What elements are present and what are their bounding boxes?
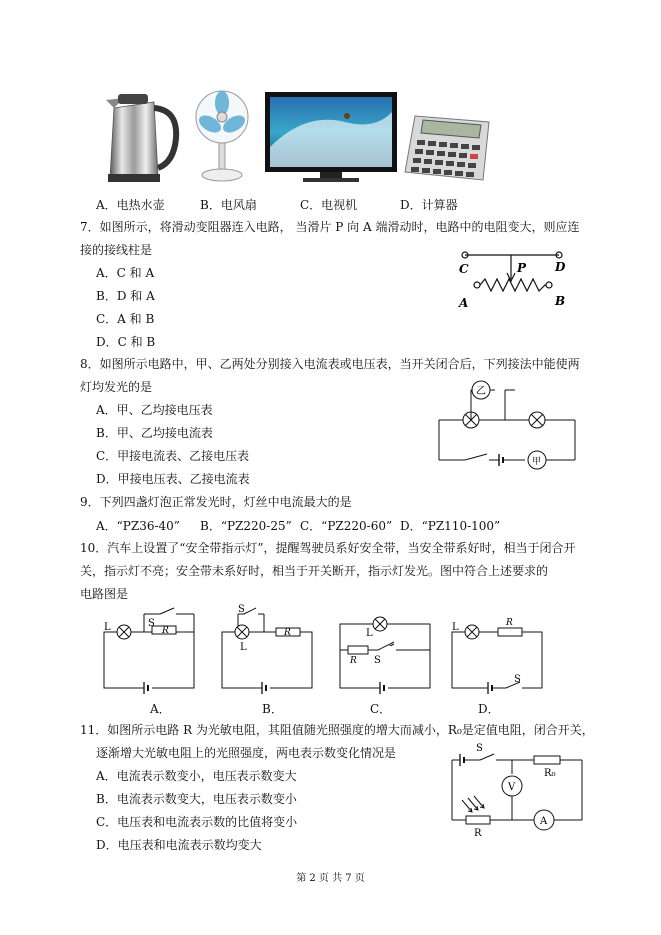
q11-voltmeter-label: V [508,782,516,793]
q10a-label-r: R [162,626,169,636]
q6-option-b: B．电风扇 [200,198,257,212]
q8-stem-line2: 灯均发光的是 [80,380,153,394]
q11-circuit-figure [448,742,586,839]
q10-label-c: C． [370,702,392,716]
q10b-label-r: R [284,628,291,638]
q10-stem-line3: 电路图是 [80,587,129,601]
q10-circuit-a [100,608,200,692]
q9-stem: 9．下列四盏灯泡正常发光时，灯丝中电流最大的是 [80,495,352,509]
q7-stem-line2: 接的接线柱是 [80,243,153,257]
q11-stem-line2: 逐渐增大光敏电阻上的光照强度，两电表示数变化情况是 [96,746,397,760]
q8-meter-jia-label: 甲 [532,457,542,467]
q10-label-a: A． [150,702,171,716]
q10a-label-s: S [148,618,155,629]
q9-option-d: D．“PZ110-100” [400,519,501,533]
q8-option-d: D．甲接电压表、乙接电流表 [96,472,250,486]
q8-stem-line1: 8．如图所示电路中，甲、乙两处分别接入电流表或电压表，当开关闭合后，下列接法中能使两 [80,357,580,371]
q8-meter-yi-label: 乙 [476,386,486,397]
q11-option-c: C．电压表和电流表示数的比值将变小 [96,815,298,829]
q8-circuit-figure [435,378,580,470]
q10d-label-l: L [452,622,459,633]
page-footer: 第 2 页 共 7 页 [296,873,365,884]
q7-option-c: C．A 和 B [96,312,155,326]
q10-label-b: B． [262,702,283,716]
q8-option-a: A．甲、乙均接电压表 [96,403,213,417]
q7-option-d: D．C 和 B [96,335,156,349]
q11-stem-line1: 11．如图所示电路 R 为光敏电阻，其阻值随光照强度的增大而减小，R₀是定值电阻，闭合开关， [80,723,594,737]
kettle-image [104,88,182,184]
q10c-label-l: L [366,628,373,639]
q10-circuit-c [336,608,436,692]
q10a-label-l: L [104,622,111,633]
q7-label-b: B [555,294,566,308]
tv-image [265,92,397,184]
q7-option-a: A．C 和 A [96,266,155,280]
q10-circuit-d [448,608,548,692]
q9-option-a: A．“PZ36-40” [96,519,180,533]
q10-label-d: D． [478,702,500,716]
q9-option-b: B．“PZ220-25” [200,519,292,533]
q10d-label-r: R [506,618,513,628]
q11-option-b: B．电流表示数变大，电压表示数变小 [96,792,297,806]
q10b-label-s: S [238,604,245,615]
q8-option-b: B．甲、乙均接电流表 [96,426,213,440]
q10c-label-r: R [350,656,357,666]
q10b-label-l: L [240,642,247,653]
q6-option-c: C．电视机 [300,198,358,212]
q9-option-c: C．“PZ220-60” [300,519,393,533]
q7-label-c: C [459,262,469,276]
q11-label-r: R [474,828,482,839]
q6-option-a: A．电热水壶 [96,198,165,212]
q7-label-p: P [517,261,527,275]
q7-stem-line1: 7．如图所示，将滑动变阻器连入电路， 当滑片 P 向 A 端滑动时，电路中的电阻变大，则应连 [80,220,580,234]
q11-ammeter-label: A [540,816,548,827]
q7-label-a: A [459,296,469,310]
q7-label-d: D [555,260,566,274]
q11-label-s: S [476,743,483,754]
q10-stem-line2: 关，指示灯不亮；安全带未系好时，相当于开关断开，指示灯发光。图中符合上述要求的 [80,564,549,578]
q8-option-c: C．甲接电流表、乙接电压表 [96,449,250,463]
q11-option-a: A．电流表示数变小，电压表示数变大 [96,769,297,783]
q7-option-b: B．D 和 A [96,289,155,303]
q10-circuit-b [218,604,318,692]
q11-option-d: D．电压表和电流表示数均变大 [96,838,262,852]
q7-rheostat-figure [455,245,575,315]
q11-label-r0: R₀ [544,768,556,779]
fan-image [192,89,252,183]
q10c-label-s: S [374,655,381,666]
calculator-image [403,110,495,182]
q10d-label-s: S [514,674,521,685]
q6-option-d: D．计算器 [400,198,458,212]
q10-stem-line1: 10．汽车上设置了“安全带指示灯”，提醒驾驶员系好安全带，当安全带系好时，相当于闭合开 [80,541,576,555]
